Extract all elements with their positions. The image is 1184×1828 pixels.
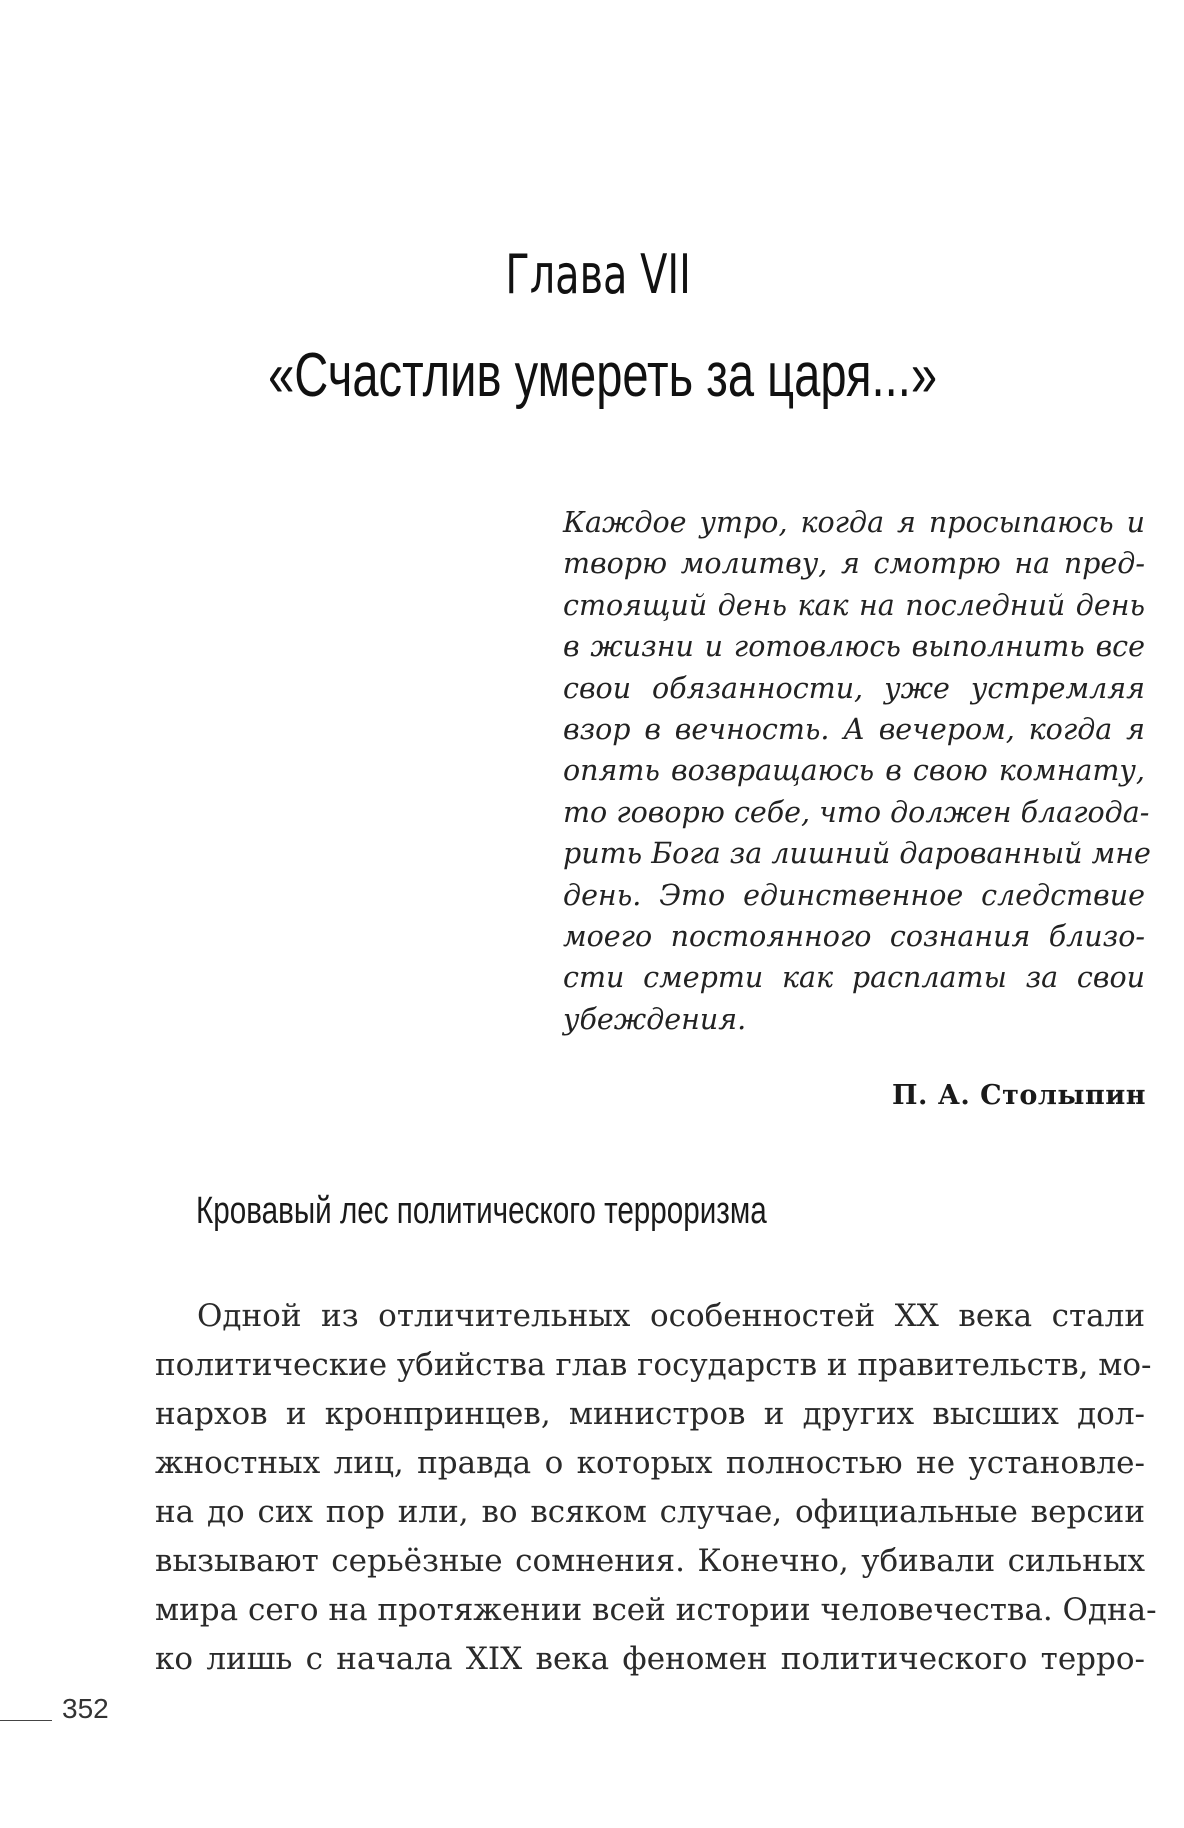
- epigraph-line: день. Это единственное следствие: [563, 878, 1145, 912]
- epigraph: [563, 502, 1151, 1040]
- body-line: ко лишь с начала XIX века феномен политического терро-: [155, 1641, 1145, 1677]
- epigraph-line: моего постоянного сознания близо-: [563, 920, 1145, 954]
- body-paragraph: [155, 1292, 1157, 1684]
- chapter-label: Глава VII: [505, 243, 691, 306]
- epigraph-line: убеждения.: [563, 1002, 747, 1036]
- body-line: Одной из отличительных особенностей XX века стали: [197, 1298, 1145, 1334]
- section-heading: Кровавый лес политического терроризма: [196, 1190, 767, 1232]
- epigraph-line: стоящий день как на последний день: [563, 588, 1145, 622]
- epigraph-line: сти смерти как расплаты за свои: [563, 961, 1145, 995]
- body-line: нархов и кронпринцев, министров и других высших дол-: [155, 1396, 1145, 1432]
- epigraph-line: рить Бога за лишний дарованный мне: [563, 837, 1151, 871]
- epigraph-line: в жизни и готовлюсь выполнить все: [563, 630, 1145, 664]
- body-line: жностных лиц, правда о которых полностью не установле-: [155, 1445, 1145, 1481]
- body-line: на до сих пор или, во всяком случае, официальные версии: [155, 1494, 1145, 1530]
- epigraph-line: свои обязанности, уже устремляя: [563, 671, 1145, 705]
- body-line: политические убийства глав государств и правительств, мо-: [155, 1347, 1152, 1383]
- epigraph-line: Каждое утро, когда я просыпаюсь и: [563, 506, 1145, 539]
- epigraph-line: опять возвращаюсь в свою комнату,: [563, 754, 1145, 788]
- body-line: мира сего на протяжении всей истории человечества. Одна-: [155, 1592, 1157, 1628]
- epigraph-line: взор в вечность. А вечером, когда я: [563, 713, 1145, 747]
- epigraph-line: творю молитву, я смотрю на пред-: [563, 547, 1145, 581]
- body-line: вызывают серьёзные сомнения. Конечно, убивали сильных: [155, 1543, 1145, 1579]
- epigraph-line: то говорю себе, что должен благода-: [563, 795, 1150, 829]
- epigraph-author: П. А. Столыпин: [892, 1080, 1146, 1111]
- footer-rule: [0, 1720, 52, 1721]
- page-number: 352: [62, 1693, 109, 1724]
- chapter-title: «Счастлив умереть за царя...»: [268, 341, 938, 410]
